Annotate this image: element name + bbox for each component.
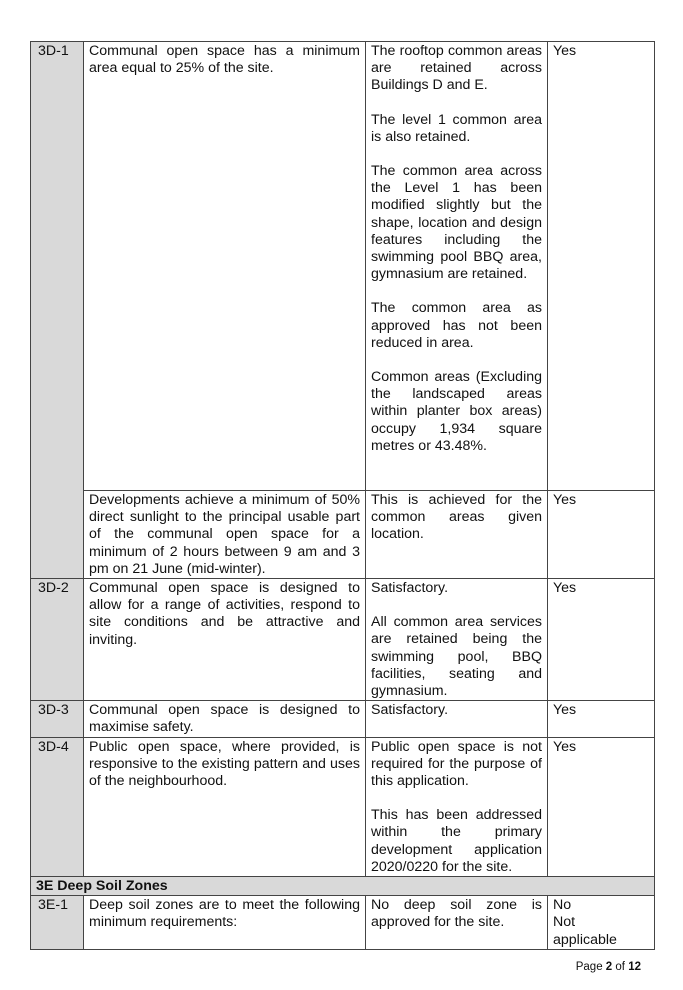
control-code: 3D-2 (38, 580, 69, 597)
section-header-row (31, 877, 655, 896)
compliance-cell (548, 42, 655, 491)
requirement-cell (84, 701, 366, 737)
section-title: 3E Deep Soil Zones (31, 877, 655, 896)
comment-cell (366, 896, 548, 950)
control-code: 3D-1 (38, 43, 69, 59)
table-row (31, 896, 655, 950)
comment-paragraph: The common area as approved has not been reduced in area. (371, 300, 542, 351)
requirement-text: Communal open space is designed to maximise safety. (89, 702, 360, 736)
compliance-value: No (553, 897, 572, 914)
comment-cell (366, 737, 548, 876)
requirement-cell (84, 896, 366, 950)
comment-paragraph: No deep soil zone is approved for the site. (371, 897, 542, 931)
compliance-cell (548, 579, 655, 701)
page-footer (576, 961, 641, 973)
table-row (31, 42, 655, 491)
compliance-table (30, 41, 655, 950)
requirement-text: Developments achieve a minimum of 50% direct sunlight to the principal usable part of the communal open space for a minimum of 2 hours between 9 am and 3 pm on 21 June (mid-winter). (89, 492, 360, 577)
requirement-text: Deep soil zones are to meet the following minimum requirements: (89, 897, 360, 931)
comment-paragraph: This has been addressed within the primary development application 2020/0220 for the site. (371, 807, 542, 875)
comment-cell (366, 491, 548, 579)
requirement-cell (84, 737, 366, 876)
page-label: Page (575, 961, 603, 973)
control-code: 3D-3 (38, 702, 69, 719)
control-code-cell (31, 896, 84, 950)
compliance-cell (548, 491, 655, 579)
comment-paragraph: Public open space is not required for the purpose of this application. (371, 738, 542, 790)
control-code: 3D-4 (38, 738, 69, 755)
control-code-cell (31, 737, 84, 876)
table-row (31, 491, 655, 579)
control-code-cell (31, 42, 84, 579)
table-row (31, 579, 655, 701)
compliance-value: applicable (553, 931, 617, 948)
page-number: 2 (605, 961, 613, 973)
comment-cell (366, 579, 548, 701)
table-row (31, 701, 655, 737)
compliance-value: Yes (553, 738, 577, 755)
comment-paragraph: The rooftop common areas are retained across Buildings D and E. (371, 43, 542, 94)
control-code-cell (31, 579, 84, 701)
comment-paragraph: This is achieved for the common areas given location. (371, 492, 542, 543)
compliance-value: Yes (553, 580, 577, 597)
comment-paragraph: Satisfactory. (371, 702, 449, 719)
table-row (31, 737, 655, 876)
compliance-cell (548, 701, 655, 737)
comment-cell (366, 42, 548, 491)
comment-paragraph: Common areas (Excluding the landscaped areas within planter box areas) occupy 1,934 square metres or 43.48%. (371, 369, 542, 454)
comment-paragraph: The level 1 common area is also retained. (371, 111, 542, 145)
control-code-cell (31, 701, 84, 737)
compliance-cell (548, 896, 655, 950)
requirement-cell (84, 491, 366, 579)
compliance-value: Yes (553, 492, 577, 508)
requirement-text: Communal open space has a minimum area equal to 25% of the site. (89, 43, 360, 77)
page-total: 12 (628, 961, 641, 973)
comment-paragraph: All common area services are retained being the swimming pool, BBQ facilities, seating and gymnasium. (371, 614, 542, 700)
compliance-value: Yes (553, 702, 577, 719)
requirement-text: Public open space, where provided, is responsive to the existing pattern and uses of the neighbourhood. (89, 738, 360, 790)
comment-paragraph: Satisfactory. (371, 580, 449, 597)
control-code: 3E-1 (38, 897, 68, 914)
compliance-value: Not (553, 914, 576, 931)
compliance-value: Yes (553, 43, 577, 59)
requirement-cell (84, 579, 366, 701)
requirement-cell (84, 42, 366, 491)
comment-paragraph: The common area across the Level 1 has been modified slightly but the shape, location and design features including the swimming pool BBQ area, gymnasium are retained. (371, 163, 542, 283)
requirement-text: Communal open space is designed to allow for a range of activities, respond to site conditions and be attractive and inviting. (89, 580, 360, 648)
page-of-label: of (615, 961, 625, 973)
comment-cell (366, 701, 548, 737)
compliance-cell (548, 737, 655, 876)
